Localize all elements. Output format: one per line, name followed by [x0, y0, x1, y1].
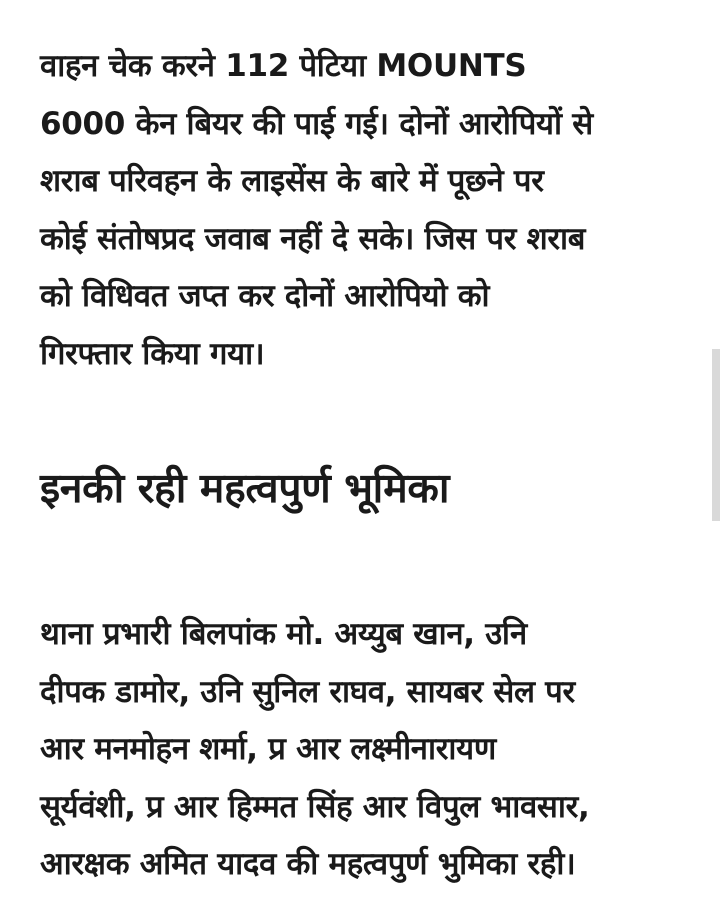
paragraph-line: थाना प्रभारी बिलपांक मो. अय्युब खान, उनि [40, 616, 527, 652]
scrollbar-thumb[interactable] [712, 349, 720, 521]
paragraph-line: 6000 केन बियर की पाई गई। दोनों आरोपियों से [40, 105, 593, 142]
paragraph-line: वाहन चेक करने 112 पेटिया MOUNTS [40, 48, 527, 84]
article-body [40, 38, 680, 882]
article-paragraph [40, 606, 589, 894]
paragraph-line: कोई संतोषप्रद जवाब नहीं दे सके। जिस पर शराब [40, 220, 586, 257]
paragraph-line: सूर्यवंशी, प्र आर हिम्मत सिंह आर विपुल भावसार, [40, 788, 590, 825]
paragraph-line: शराब परिवहन के लाइसेंस के बारे में पूछने पर [40, 163, 544, 199]
article-paragraph [40, 38, 680, 383]
section-heading: इनकी रही महत्वपुर्ण भूमिका [40, 464, 450, 512]
paragraph-line: आर मनमोहन शर्मा, प्र आर लक्ष्मीनारायण [40, 731, 496, 767]
paragraph-line: गिरफ्तार किया गया। [40, 335, 265, 372]
paragraph-line: आरक्षक अमित यादव की महत्वपुर्ण भुमिका रही। [40, 846, 576, 882]
paragraph-line: को विधिवत जप्त कर दोनों आरोपियो को [40, 278, 490, 314]
paragraph-line: दीपक डामोर, उनि सुनिल राघव, सायबर सेल पर [40, 673, 575, 710]
